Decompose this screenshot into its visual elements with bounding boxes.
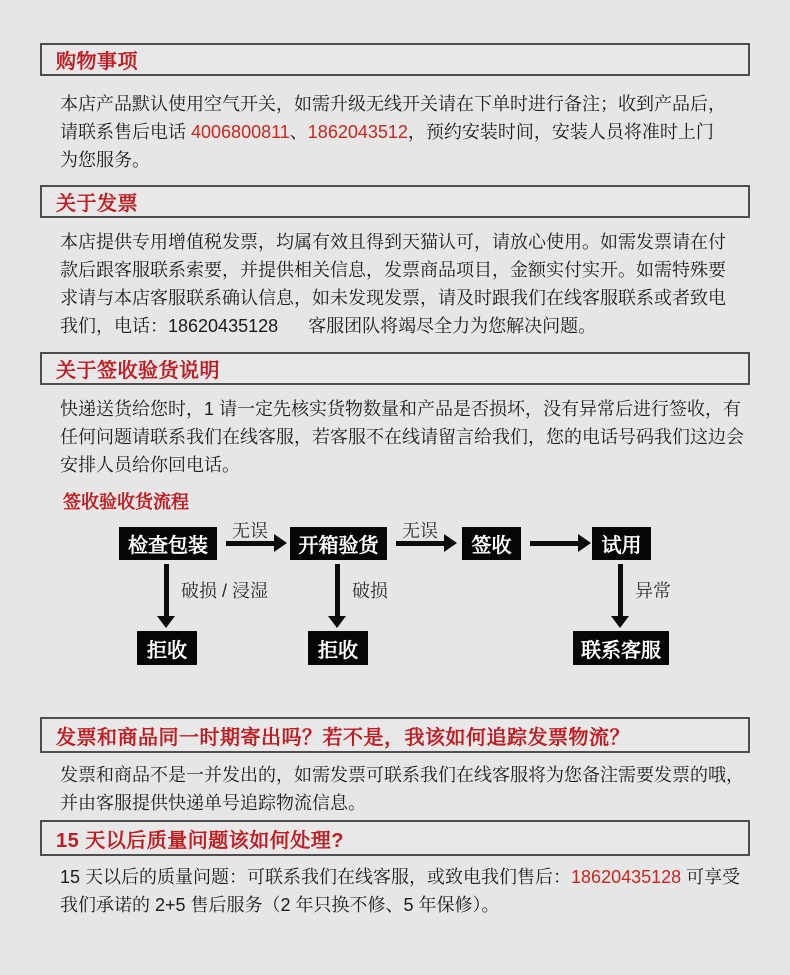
edge-label: 无误 [402,521,438,541]
text-line: 并由客服提供快递单号追踪物流信息。 [60,793,366,813]
section-quality-faq [0,820,790,919]
branch-label: 异常 [635,581,671,601]
flowchart-subtitle: 签收验收货流程 [63,492,189,512]
section-body [60,395,750,479]
flow-node-reject: 拒收 [137,631,197,665]
section-body [60,761,750,817]
text-line [60,863,750,891]
text-segment: 可享受 [681,867,741,887]
flow-node-open-inspect: 开箱验货 [290,527,387,560]
branch-label: 破损 [352,581,388,601]
aftersales-phone-number: 4006800811 [191,122,290,142]
flow-node-check-package: 检查包装 [119,527,217,560]
section-title-box [40,717,750,753]
text-segment: 、 [289,122,308,142]
aftersales-phone-number: 1862043512 [307,122,408,142]
aftersales-phone-number: 18620435128 [571,867,682,887]
text-line: 我们，电话：18620435128 客服团队将竭尽全力为您解决问题。 [60,316,597,336]
flow-node-reject: 拒收 [308,631,368,665]
flow-node-sign: 签收 [462,527,521,560]
section-inspection-instructions [0,352,790,680]
text-line: 快递送货给您时，1 请一定先核实货物数量和产品是否损坏，没有异常后进行签收，有 [60,399,742,419]
section-shopping-notes [0,43,790,174]
text-line: 为您服务。 [60,150,150,170]
text-segment: ，预约安装时间，安装人员将准时上门 [407,122,714,142]
section-body [60,90,750,174]
flow-node-try: 试用 [592,527,651,560]
section-title: 发票和商品同一时期寄出吗？若不是，我该如何追踪发票物流？ [56,726,630,749]
text-segment: 请联系售后电话 [60,122,192,142]
right-arrow-icon [530,541,578,546]
down-arrow-icon [164,564,169,616]
down-arrow-icon [618,564,623,616]
section-title-box [40,352,750,385]
text-line: 款后跟客服联系索要，并提供相关信息，发票商品项目，金额实付实开。如需特殊要 [60,260,726,280]
text-line: 任何问题请联系我们在线客服，若客服不在线请留言给我们，您的电话号码我们这边会 [60,427,744,447]
text-line: 安排人员给你回电话。 [60,455,240,475]
branch-label: 破损 / 浸湿 [181,581,269,601]
section-title: 关于发票 [56,193,138,215]
section-about-invoice [0,185,790,340]
section-title: 关于签收验货说明 [56,360,220,382]
section-title-box [40,185,750,218]
text-line: 发票和商品不是一并发出的，如需发票可联系我们在线客服将为您备注需要发票的哦， [60,765,744,785]
inspection-flowchart [0,514,790,680]
section-title-box [40,820,750,856]
edge-label: 无误 [232,521,268,541]
text-line: 本店提供专用增值税发票，均属有效且得到天猫认可，请放心使用。如需发票请在付 [60,232,726,252]
text-line: 我们承诺的 2+5 售后服务（2 年只换不修、5 年保修）。 [60,895,500,915]
section-title: 15 天以后质量问题该如何处理? [56,829,345,852]
text-segment: 15 天以后的质量问题：可联系我们在线客服，或致电我们售后： [60,867,572,887]
section-title-box [40,43,750,76]
section-title: 购物事项 [56,51,138,73]
text-line: 本店产品默认使用空气开关，如需升级无线开关请在下单时进行备注；收到产品后， [60,94,726,114]
text-line [60,118,750,146]
text-line: 求请与本店客服联系确认信息，如未发现发票，请及时跟我们在线客服联系或者致电 [60,288,726,308]
section-body [60,228,750,340]
section-body [60,863,750,919]
down-arrow-icon [335,564,340,616]
section-invoice-faq [0,717,790,817]
flow-node-contact-service: 联系客服 [573,631,669,665]
